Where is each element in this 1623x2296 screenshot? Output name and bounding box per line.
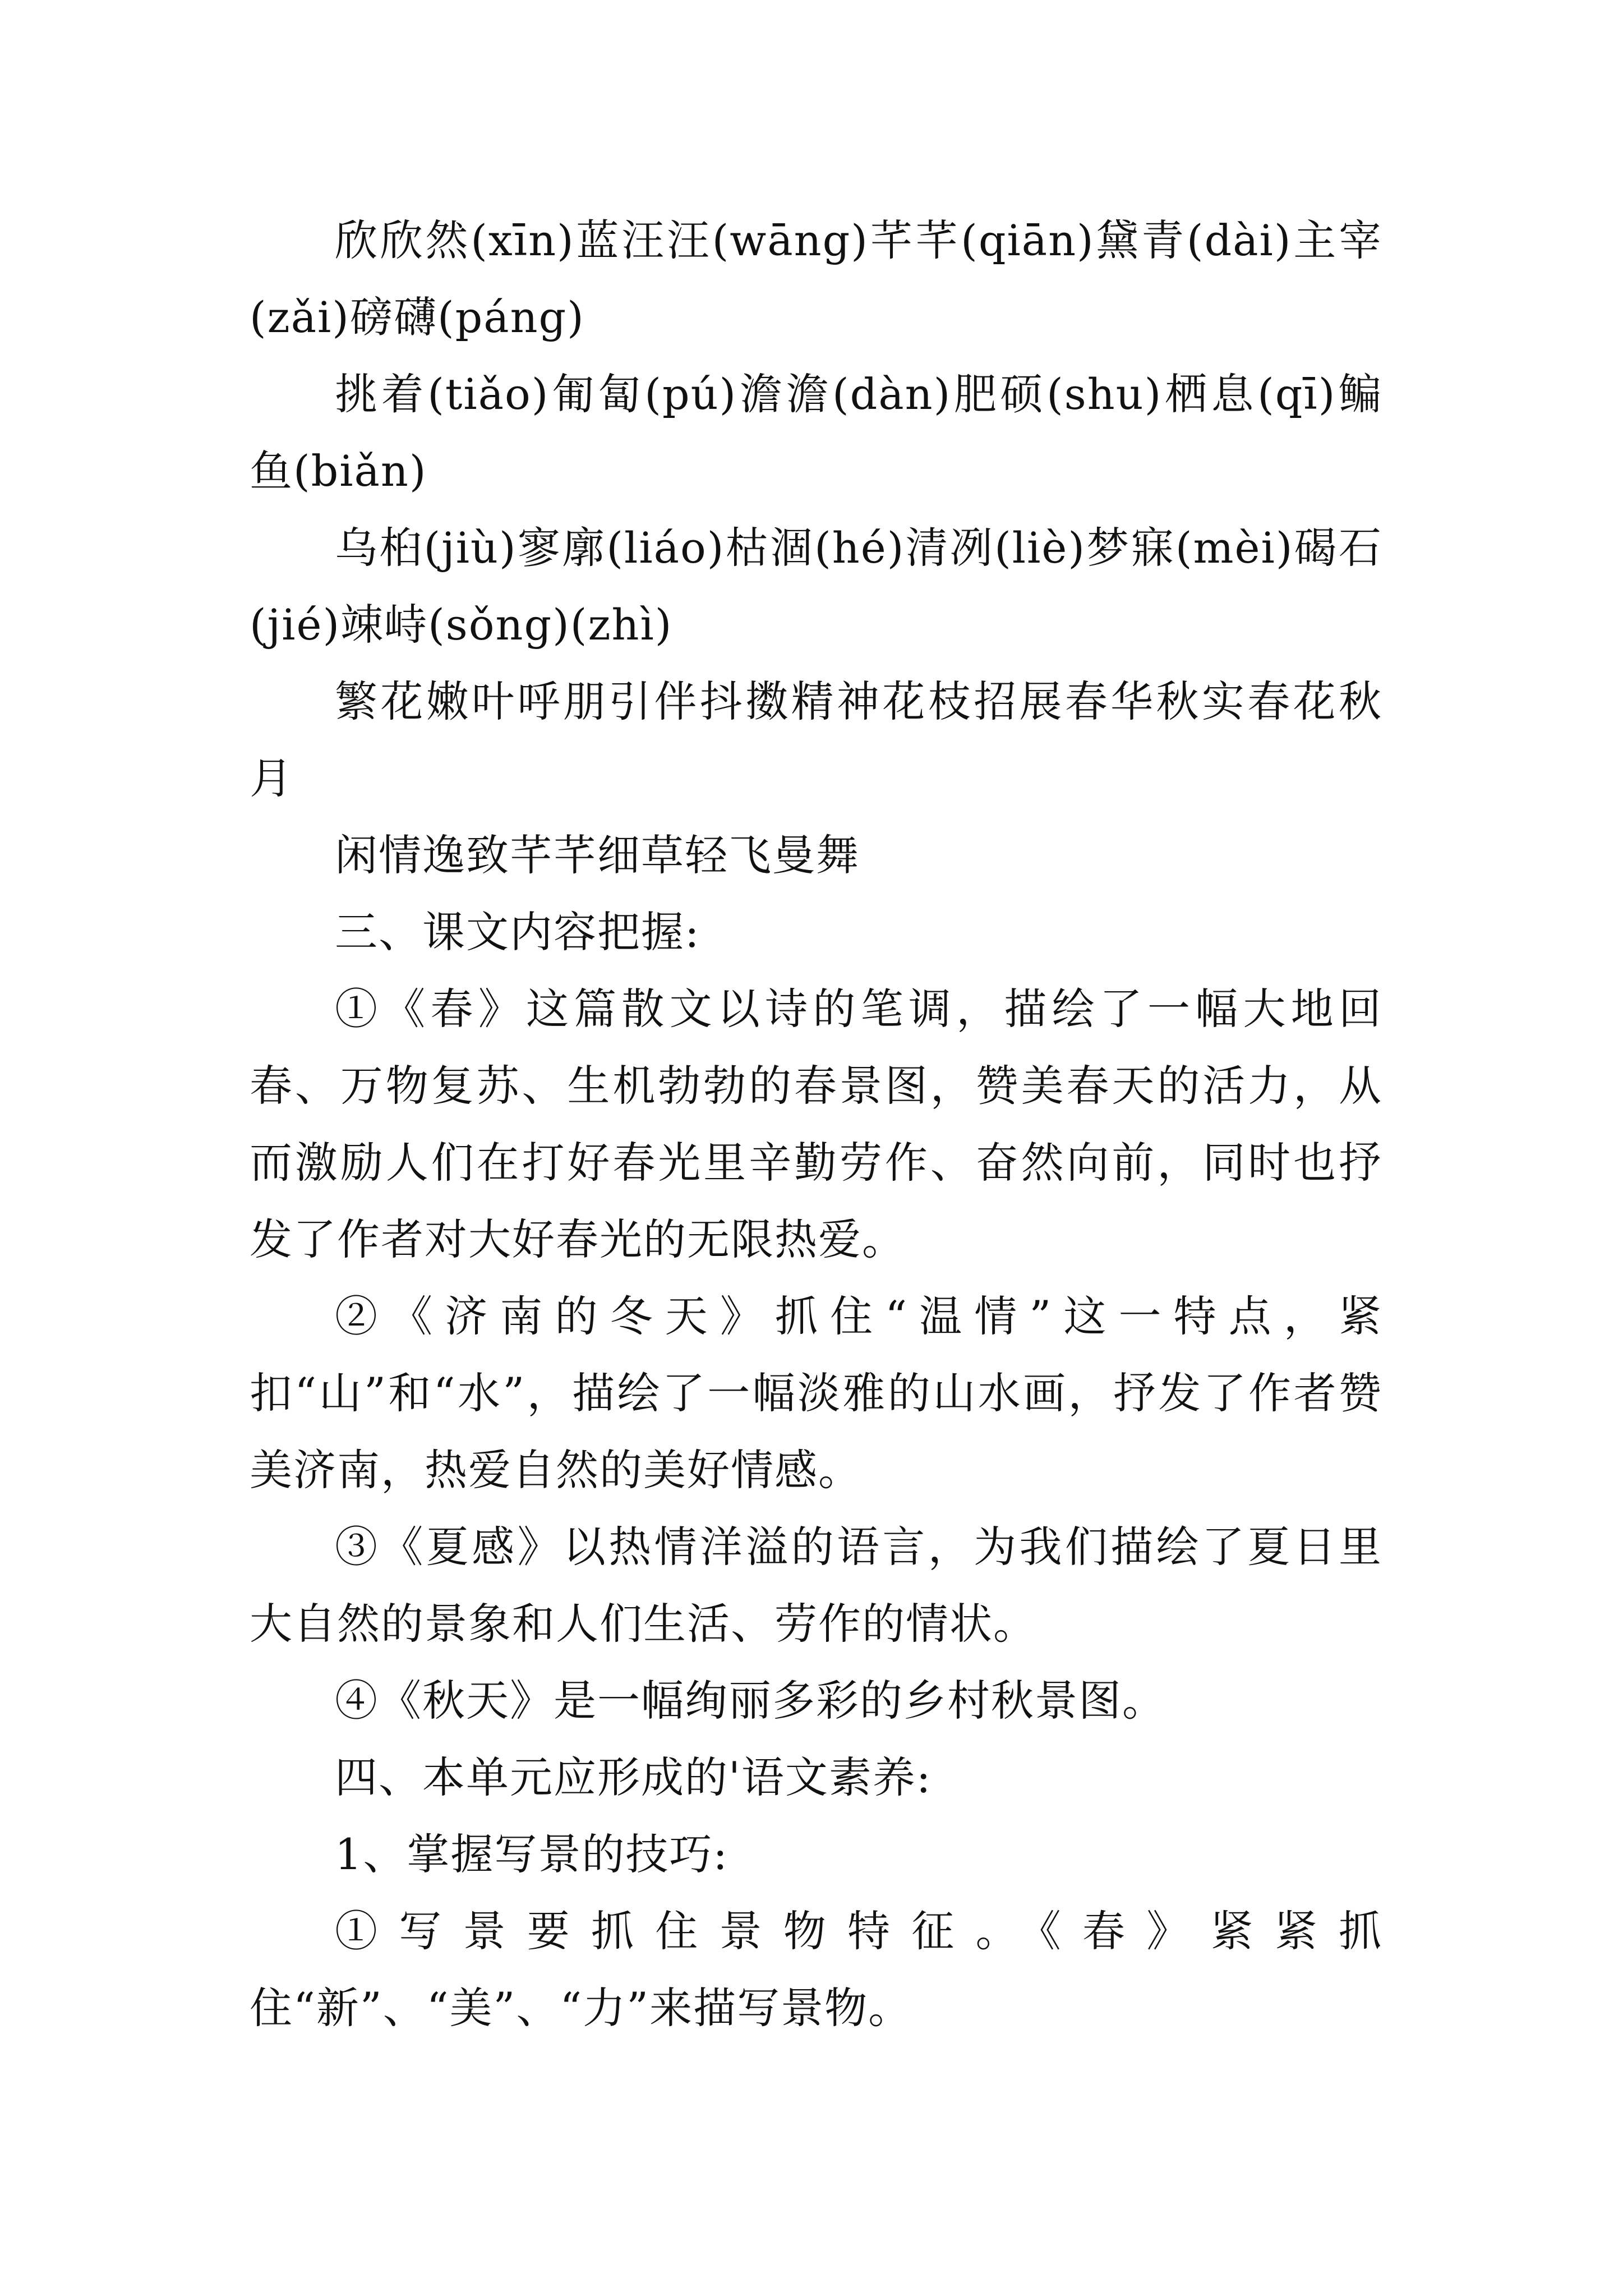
pinyin-vocab-line-2: 挑着(tiǎo)匍匐(pú)澹澹(dàn)肥硕(shu)栖息(qī)鳊鱼(biǎn) [250, 369, 1382, 496]
technique-point-1: ①写景要抓住景物特征。《春》紧紧抓住“新”、“美”、“力”来描写景物。 [250, 1906, 1382, 2033]
summary-spring: ①《春》这篇散文以诗的笔调，描绘了一幅大地回春、万物复苏、生机勃勃的春景图，赞美春天的活力，从而激励人们在打好春光里辛勤劳作、奋然向前，同时也抒发了作者对大好春光的无限热爱。 [250, 984, 1382, 1264]
summary-jinan-winter: ②《济南的冬天》抓住“温情”这一特点，紧扣“山”和“水”，描绘了一幅淡雅的山水画，抒发了作者赞美济南，热爱自然的美好情感。 [250, 1291, 1382, 1495]
subheading-1: 1、掌握写景的技巧: [335, 1829, 728, 1879]
pinyin-vocab-line-3: 乌桕(jiù)寥廓(liáo)枯涸(hé)清冽(liè)梦寐(mèi)碣石(jié)竦峙(sǒng)(zhì) [250, 523, 1382, 650]
section-heading-3: 三、课文内容把握: [335, 907, 700, 957]
summary-summer: ③《夏感》以热情洋溢的语言，为我们描绘了夏日里大自然的景象和人们生活、劳作的情状。 [250, 1522, 1382, 1649]
pinyin-vocab-line-1: 欣欣然(xīn)蓝汪汪(wāng)芊芊(qiān)黛青(dài)主宰(zǎi)磅礴(páng) [250, 215, 1382, 342]
document-body [250, 202, 1382, 2046]
section-heading-4: 四、本单元应形成的'语文素养: [335, 1752, 932, 1802]
idiom-list-2: 闲情逸致芊芊细草轻飞曼舞 [335, 830, 860, 880]
summary-autumn: ④《秋天》是一幅绚丽多彩的乡村秋景图。 [335, 1676, 1166, 1726]
idiom-list-1: 繁花嫩叶呼朋引伴抖擞精神花枝招展春华秋实春花秋月 [250, 677, 1382, 803]
